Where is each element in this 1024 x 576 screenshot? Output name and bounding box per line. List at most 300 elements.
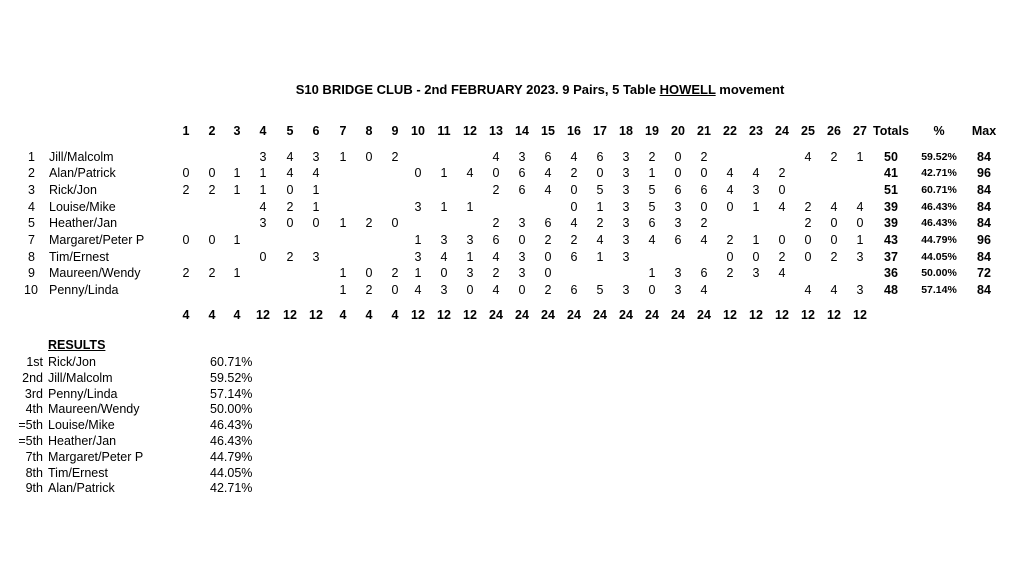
score-cell: 4 xyxy=(570,216,578,230)
score-cell: 1 xyxy=(339,216,347,230)
score-cell: 0 xyxy=(286,216,294,230)
score-cell: 0 xyxy=(674,166,682,180)
board-header-4: 4 xyxy=(259,124,267,138)
row-total: 37 xyxy=(884,250,898,264)
row-total: 36 xyxy=(884,266,898,280)
board-header-10: 10 xyxy=(411,124,425,138)
score-cell: 0 xyxy=(830,233,838,247)
board-header-16: 16 xyxy=(567,124,581,138)
row-percent: 50.00% xyxy=(921,267,957,279)
score-cell: 1 xyxy=(339,266,347,280)
result-name: Penny/Linda xyxy=(48,386,118,401)
board-max-16: 24 xyxy=(567,308,581,322)
result-rank: 1st xyxy=(26,355,43,369)
score-cell: 4 xyxy=(286,166,294,180)
row-total: 39 xyxy=(884,200,898,214)
board-max-17: 24 xyxy=(593,308,607,322)
score-cell: 3 xyxy=(856,250,864,264)
board-max-19: 24 xyxy=(645,308,659,322)
score-cell: 3 xyxy=(440,233,448,247)
board-header-2: 2 xyxy=(208,124,216,138)
score-cell: 0 xyxy=(365,266,373,280)
score-cell: 4 xyxy=(778,266,786,280)
score-cell: 4 xyxy=(466,166,474,180)
score-cell: 0 xyxy=(778,233,786,247)
score-cell: 3 xyxy=(752,183,760,197)
score-cell: 2 xyxy=(391,150,399,164)
title-suffix: movement xyxy=(715,82,785,97)
board-header-14: 14 xyxy=(515,124,529,138)
score-cell: 0 xyxy=(570,200,578,214)
score-cell: 0 xyxy=(570,183,578,197)
board-header-5: 5 xyxy=(286,124,294,138)
board-header-18: 18 xyxy=(619,124,633,138)
score-cell: 0 xyxy=(259,250,267,264)
score-cell: 4 xyxy=(286,150,294,164)
score-cell: 2 xyxy=(365,216,373,230)
board-max-3: 4 xyxy=(233,308,241,322)
result-name: Margaret/Peter P xyxy=(48,449,144,464)
score-cell: 1 xyxy=(648,166,656,180)
score-cell: 0 xyxy=(544,250,552,264)
board-max-24: 12 xyxy=(775,308,789,322)
score-cell: 2 xyxy=(596,216,604,230)
row-total: 39 xyxy=(884,216,898,230)
score-cell: 2 xyxy=(286,200,294,214)
score-cell: 0 xyxy=(365,150,373,164)
board-max-10: 12 xyxy=(411,308,425,322)
result-percent: 44.79% xyxy=(210,449,253,464)
score-cell: 6 xyxy=(492,233,500,247)
board-max-4: 12 xyxy=(256,308,270,322)
score-cell: 3 xyxy=(622,216,630,230)
result-percent: 42.71% xyxy=(210,481,253,496)
board-header-17: 17 xyxy=(593,124,607,138)
score-cell: 6 xyxy=(518,166,526,180)
result-rank: 9th xyxy=(25,481,43,496)
pair-name: Heather/Jan xyxy=(49,216,118,230)
score-cell: 2 xyxy=(778,166,786,180)
score-cell: 2 xyxy=(830,250,838,264)
result-rank: 7th xyxy=(25,449,43,464)
score-cell: 0 xyxy=(700,166,708,180)
score-cell: 1 xyxy=(312,200,320,214)
board-header-8: 8 xyxy=(365,124,373,138)
score-cell: 0 xyxy=(804,250,812,264)
score-cell: 1 xyxy=(596,200,604,214)
board-max-12: 12 xyxy=(463,308,477,322)
board-header-26: 26 xyxy=(827,124,841,138)
score-cell: 1 xyxy=(752,233,760,247)
score-cell: 2 xyxy=(830,150,838,164)
score-cell: 2 xyxy=(391,266,399,280)
pair-name: Louise/Mike xyxy=(49,200,116,214)
score-cell: 2 xyxy=(700,150,708,164)
score-cell: 5 xyxy=(648,200,656,214)
score-cell: 4 xyxy=(726,183,734,197)
row-total: 48 xyxy=(884,283,898,297)
result-name: Heather/Jan xyxy=(48,434,117,448)
row-max: 96 xyxy=(977,166,991,180)
board-header-3: 3 xyxy=(233,124,241,138)
score-cell: 0 xyxy=(182,233,190,247)
totals-header: Totals xyxy=(873,124,909,138)
result-name: Tim/Ernest xyxy=(48,465,108,480)
board-max-1: 4 xyxy=(182,308,190,322)
board-max-2: 4 xyxy=(208,308,216,322)
score-cell: 1 xyxy=(259,166,267,180)
score-cell: 1 xyxy=(233,266,241,280)
board-max-22: 12 xyxy=(723,308,737,322)
score-cell: 3 xyxy=(414,250,422,264)
score-cell: 0 xyxy=(208,166,216,180)
score-cell: 1 xyxy=(856,233,864,247)
score-cell: 4 xyxy=(752,166,760,180)
board-header-19: 19 xyxy=(645,124,659,138)
score-cell: 0 xyxy=(518,283,526,297)
board-max-21: 24 xyxy=(697,308,711,322)
score-cell: 3 xyxy=(622,200,630,214)
score-cell: 6 xyxy=(518,183,526,197)
score-cell: 1 xyxy=(596,250,604,264)
board-max-6: 12 xyxy=(309,308,323,322)
board-max-5: 12 xyxy=(283,308,297,322)
score-cell: 1 xyxy=(233,183,241,197)
pair-name: Maureen/Wendy xyxy=(49,266,141,280)
score-cell: 4 xyxy=(596,233,604,247)
score-cell: 3 xyxy=(856,283,864,297)
row-total: 43 xyxy=(884,233,898,247)
row-percent: 44.05% xyxy=(921,251,957,263)
score-cell: 4 xyxy=(312,166,320,180)
page-title xyxy=(0,82,1024,97)
result-rank: 8th xyxy=(25,465,43,480)
row-total: 41 xyxy=(884,166,898,180)
score-cell: 2 xyxy=(365,283,373,297)
score-cell: 1 xyxy=(233,166,241,180)
board-max-14: 24 xyxy=(515,308,529,322)
score-cell: 1 xyxy=(466,200,474,214)
result-percent: 46.43% xyxy=(210,434,253,448)
score-cell: 2 xyxy=(182,266,190,280)
score-cell: 4 xyxy=(804,283,812,297)
score-cell: 2 xyxy=(182,183,190,197)
score-cell: 1 xyxy=(414,233,422,247)
pair-number: 10 xyxy=(24,283,38,297)
score-cell: 6 xyxy=(674,233,682,247)
pair-name: Penny/Linda xyxy=(49,283,119,297)
pair-number: 8 xyxy=(28,250,35,264)
score-cell: 0 xyxy=(286,183,294,197)
percent-header: % xyxy=(933,124,945,138)
row-max: 84 xyxy=(977,250,991,264)
pair-name: Jill/Malcolm xyxy=(49,150,114,164)
score-cell: 3 xyxy=(674,266,682,280)
score-cell: 2 xyxy=(778,250,786,264)
score-cell: 3 xyxy=(622,233,630,247)
row-percent: 46.43% xyxy=(921,217,957,229)
score-cell: 5 xyxy=(596,283,604,297)
pair-name: Margaret/Peter P xyxy=(49,233,145,247)
row-max: 84 xyxy=(977,216,991,230)
score-cell: 4 xyxy=(414,283,422,297)
board-header-7: 7 xyxy=(339,124,347,138)
score-cell: 0 xyxy=(726,200,734,214)
score-cell: 2 xyxy=(700,216,708,230)
row-max: 84 xyxy=(977,200,991,214)
board-header-6: 6 xyxy=(312,124,320,138)
row-max: 84 xyxy=(977,183,991,197)
result-name: Maureen/Wendy xyxy=(48,402,140,417)
score-cell: 4 xyxy=(804,150,812,164)
score-cell: 2 xyxy=(544,283,552,297)
score-cell: 0 xyxy=(466,283,474,297)
board-max-20: 24 xyxy=(671,308,685,322)
score-cell: 0 xyxy=(440,266,448,280)
pair-number: 4 xyxy=(28,200,35,214)
result-rank: =5th xyxy=(18,434,43,448)
board-max-9: 4 xyxy=(391,308,399,322)
score-cell: 0 xyxy=(778,183,786,197)
result-rank: 2nd xyxy=(22,370,43,385)
score-cell: 3 xyxy=(259,216,267,230)
score-cell: 3 xyxy=(312,150,320,164)
result-rank: 3rd xyxy=(24,386,43,401)
board-max-8: 4 xyxy=(365,308,373,322)
row-total: 50 xyxy=(884,150,898,164)
score-cell: 3 xyxy=(622,283,630,297)
score-cell: 0 xyxy=(391,216,399,230)
row-percent: 60.71% xyxy=(921,184,957,196)
board-header-22: 22 xyxy=(723,124,737,138)
pair-name: Rick/Jon xyxy=(49,183,97,197)
score-cell: 4 xyxy=(440,250,448,264)
score-cell: 3 xyxy=(466,266,474,280)
result-percent: 50.00% xyxy=(210,402,253,417)
score-cell: 6 xyxy=(674,183,682,197)
result-rank: =5th xyxy=(18,418,43,433)
result-name: Rick/Jon xyxy=(48,355,96,369)
score-cell: 0 xyxy=(726,250,734,264)
score-cell: 2 xyxy=(286,250,294,264)
score-cell: 3 xyxy=(752,266,760,280)
score-cell: 2 xyxy=(208,183,216,197)
row-percent: 59.52% xyxy=(921,151,957,163)
score-cell: 1 xyxy=(752,200,760,214)
score-cell: 4 xyxy=(700,233,708,247)
score-cell: 3 xyxy=(622,166,630,180)
board-header-20: 20 xyxy=(671,124,685,138)
score-cell: 6 xyxy=(700,183,708,197)
score-cell: 3 xyxy=(259,150,267,164)
board-header-23: 23 xyxy=(749,124,763,138)
score-cell: 3 xyxy=(622,250,630,264)
score-cell: 4 xyxy=(492,250,500,264)
score-cell: 4 xyxy=(830,283,838,297)
score-cell: 4 xyxy=(648,233,656,247)
row-percent: 44.79% xyxy=(921,234,957,246)
score-cell: 3 xyxy=(518,250,526,264)
score-cell: 2 xyxy=(804,216,812,230)
score-cell: 0 xyxy=(518,233,526,247)
score-cell: 6 xyxy=(648,216,656,230)
score-cell: 0 xyxy=(492,166,500,180)
board-header-1: 1 xyxy=(182,124,190,138)
score-cell: 4 xyxy=(778,200,786,214)
score-cell: 6 xyxy=(544,216,552,230)
score-cell: 3 xyxy=(622,150,630,164)
board-header-12: 12 xyxy=(463,124,477,138)
board-header-11: 11 xyxy=(437,124,451,138)
score-cell: 4 xyxy=(700,283,708,297)
score-cell: 1 xyxy=(312,183,320,197)
score-cell: 2 xyxy=(804,200,812,214)
board-header-13: 13 xyxy=(489,124,503,138)
result-percent: 60.71% xyxy=(210,355,253,369)
score-cell: 0 xyxy=(544,266,552,280)
result-percent: 46.43% xyxy=(210,418,253,433)
score-cell: 0 xyxy=(752,250,760,264)
score-cell: 1 xyxy=(259,183,267,197)
row-max: 84 xyxy=(977,150,991,164)
board-max-23: 12 xyxy=(749,308,763,322)
score-cell: 2 xyxy=(726,233,734,247)
score-cell: 4 xyxy=(259,200,267,214)
score-cell: 5 xyxy=(648,183,656,197)
score-cell: 3 xyxy=(518,150,526,164)
score-cell: 1 xyxy=(339,150,347,164)
result-name: Louise/Mike xyxy=(48,418,115,433)
score-cell: 6 xyxy=(544,150,552,164)
score-cell: 2 xyxy=(570,233,578,247)
score-cell: 0 xyxy=(312,216,320,230)
score-cell: 3 xyxy=(466,233,474,247)
score-cell: 0 xyxy=(414,166,422,180)
score-cell: 0 xyxy=(830,216,838,230)
score-cell: 1 xyxy=(856,150,864,164)
row-percent: 46.43% xyxy=(921,201,957,213)
row-total: 51 xyxy=(884,183,898,197)
row-max: 84 xyxy=(977,283,991,297)
score-cell: 4 xyxy=(830,200,838,214)
title-prefix: S10 BRIDGE CLUB - 2nd FEBRUARY 2023. 9 Pairs, 5 Table xyxy=(295,82,660,97)
score-cell: 4 xyxy=(570,150,578,164)
score-cell: 5 xyxy=(596,183,604,197)
results-heading: RESULTS xyxy=(48,338,106,352)
score-cell: 3 xyxy=(674,283,682,297)
board-max-25: 12 xyxy=(801,308,815,322)
result-percent: 57.14% xyxy=(210,386,253,401)
score-cell: 1 xyxy=(466,250,474,264)
score-cell: 0 xyxy=(648,283,656,297)
score-cell: 3 xyxy=(674,200,682,214)
pair-name: Tim/Ernest xyxy=(49,250,109,264)
score-cell: 6 xyxy=(570,283,578,297)
pair-name: Alan/Patrick xyxy=(49,166,116,180)
score-cell: 2 xyxy=(492,216,500,230)
score-cell: 0 xyxy=(596,166,604,180)
board-max-15: 24 xyxy=(541,308,555,322)
score-cell: 1 xyxy=(440,200,448,214)
score-cell: 0 xyxy=(208,233,216,247)
max-header: Max xyxy=(971,124,997,138)
board-max-27: 12 xyxy=(853,308,867,322)
score-cell: 4 xyxy=(544,166,552,180)
score-cell: 3 xyxy=(518,216,526,230)
score-cell: 1 xyxy=(414,266,422,280)
score-cell: 1 xyxy=(233,233,241,247)
board-header-15: 15 xyxy=(541,124,555,138)
score-cell: 2 xyxy=(544,233,552,247)
result-name: Jill/Malcolm xyxy=(48,370,113,385)
pair-number: 5 xyxy=(28,216,35,230)
score-cell: 0 xyxy=(674,150,682,164)
title-howell: HOWELL xyxy=(659,82,716,97)
pair-number: 7 xyxy=(28,233,35,247)
result-percent: 59.52% xyxy=(210,370,253,385)
result-name: Alan/Patrick xyxy=(48,481,115,496)
board-header-24: 24 xyxy=(775,124,789,138)
board-max-18: 24 xyxy=(619,308,633,322)
row-percent: 57.14% xyxy=(921,284,957,296)
row-max: 96 xyxy=(977,233,991,247)
score-cell: 0 xyxy=(391,283,399,297)
score-cell: 3 xyxy=(440,283,448,297)
score-cell: 2 xyxy=(208,266,216,280)
score-cell: 3 xyxy=(414,200,422,214)
board-max-11: 12 xyxy=(437,308,451,322)
score-cell: 3 xyxy=(622,183,630,197)
score-cell: 4 xyxy=(492,283,500,297)
board-max-13: 24 xyxy=(489,308,503,322)
score-cell: 0 xyxy=(182,166,190,180)
score-cell: 3 xyxy=(674,216,682,230)
result-rank: 4th xyxy=(25,402,43,417)
board-header-25: 25 xyxy=(801,124,815,138)
score-cell: 0 xyxy=(856,216,864,230)
score-cell: 4 xyxy=(544,183,552,197)
board-header-9: 9 xyxy=(391,124,399,138)
board-max-26: 12 xyxy=(827,308,841,322)
score-cell: 1 xyxy=(648,266,656,280)
score-cell: 3 xyxy=(312,250,320,264)
score-cell: 4 xyxy=(856,200,864,214)
board-header-21: 21 xyxy=(697,124,711,138)
score-cell: 1 xyxy=(339,283,347,297)
score-cell: 1 xyxy=(440,166,448,180)
score-cell: 4 xyxy=(492,150,500,164)
score-cell: 2 xyxy=(492,266,500,280)
pair-number: 2 xyxy=(28,166,35,180)
board-max-7: 4 xyxy=(339,308,347,322)
score-cell: 6 xyxy=(700,266,708,280)
row-max: 72 xyxy=(977,266,991,280)
score-cell: 2 xyxy=(570,166,578,180)
result-percent: 44.05% xyxy=(210,465,253,480)
score-cell: 0 xyxy=(804,233,812,247)
row-percent: 42.71% xyxy=(921,167,957,179)
score-cell: 6 xyxy=(570,250,578,264)
score-cell: 4 xyxy=(726,166,734,180)
pair-number: 9 xyxy=(28,266,35,280)
score-cell: 2 xyxy=(492,183,500,197)
score-cell: 6 xyxy=(596,150,604,164)
score-cell: 0 xyxy=(700,200,708,214)
score-cell: 2 xyxy=(726,266,734,280)
pair-number: 1 xyxy=(28,150,35,164)
score-cell: 2 xyxy=(648,150,656,164)
board-header-27: 27 xyxy=(853,124,867,138)
